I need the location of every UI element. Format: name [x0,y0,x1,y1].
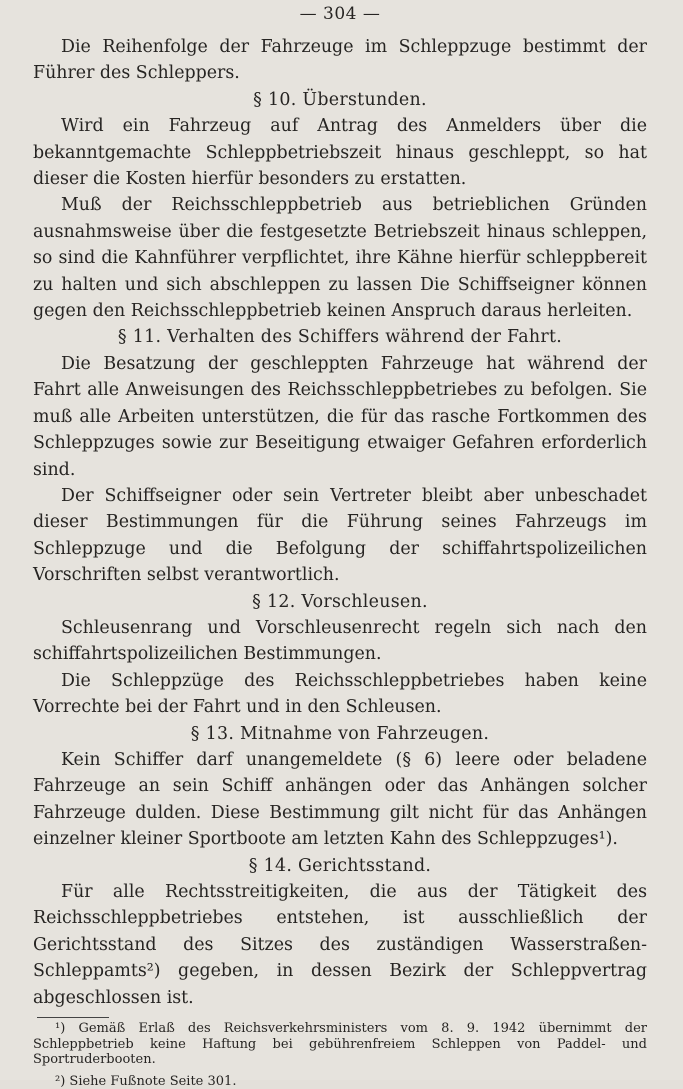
paragraph: Kein Schiffer darf unangemeldete (§ 6) leere oder beladene Fahrzeuge an sein Schiff anhängen oder das Anhängen solcher Fahrzeuge dulden. Diese Bestimmung gilt nicht für das Anhängen einzelner kleiner Sportboote am letzten Kahn des Schleppzuges¹). [33,749,647,850]
paragraph: Für alle Rechtsstreitigkeiten, die aus der Tätigkeit des Reichsschleppbetriebes entstehen, ist ausschließlich der Gerichtsstand des Sitzes des zuständigen Wasserstraßen-Schleppamts²) gegeben, in dessen Bezirk der Schleppvertrag abgeschlossen ist. [33,882,647,1008]
section-heading: § 11. Verhalten des Schiffers während der Fahrt. [117,327,563,348]
paragraph: Schleusenrang und Vorschleusenrecht regeln sich nach den schiffahrtspolizeilichen Bestimmungen. [33,617,647,665]
paragraph: Die Reihenfolge der Fahrzeuge im Schleppzuge bestimmt der Führer des Schleppers. [33,37,647,84]
footnote-divider [37,1017,109,1018]
paragraph: Die Schleppzüge des Reichsschleppbetriebes haben keine Vorrechte bei der Fahrt und in den Schleusen. [33,670,647,718]
footnote: ²) Siehe Fußnote Seite 301. [55,1073,237,1089]
section-heading: § 12. Vorschleusen. [252,591,428,612]
paragraph: Die Besatzung der geschleppten Fahrzeuge hat während der Fahrt alle Anweisungen des Reichsschleppbetriebes zu befolgen. Sie muß alle Arbeiten unterstützen, die für das rasche Fortkommen des Schleppzuges sowie zur Beseitigung etwaiger Gefahren erforderlich sind. [33,353,647,480]
paragraph: Muß der Reichsschleppbetrieb aus betrieblichen Gründen ausnahmsweise über die festgesetzte Betriebszeit hinaus schleppen, so sind die Kahnführer verpflichtet, ihre Kähne hierfür schleppbereit zu halten und sich abschleppen zu lassen Die Schiffseigner können gegen den Reichsschleppbetrieb keinen Anspruch daraus herleiten. [33,195,647,322]
section-heading: § 14. Gerichtsstand. [248,855,432,876]
section-heading: § 10. Überstunden. [253,89,427,110]
paragraph: Der Schiffseigner oder sein Vertreter bleibt aber unbeschadet dieser Bestimmungen für die Führung seines Fahrzeugs im Schleppzuge und die Befolgung der schiffahrtspolizeilichen Vorschriften selbst verantwortlich. [33,485,647,586]
footnote: ¹) Gemäß Erlaß des Reichsverkehrsministers vom 8. 9. 1942 übernimmt der Schleppbetrieb keine Haftung bei gebührenfreiem Schleppen von Paddel- und Sportruderbooten. [33,1021,647,1068]
body-text [33,34,647,1011]
page-number: — 304 — [299,4,381,24]
section-heading: § 13. Mitnahme von Fahrzeugen. [190,723,490,744]
paragraph: Wird ein Fahrzeug auf Antrag des Anmelders über die bekanntgemachte Schleppbetriebszeit hinaus geschleppt, so hat dieser die Kosten hierfür besonders zu erstatten. [33,116,647,190]
